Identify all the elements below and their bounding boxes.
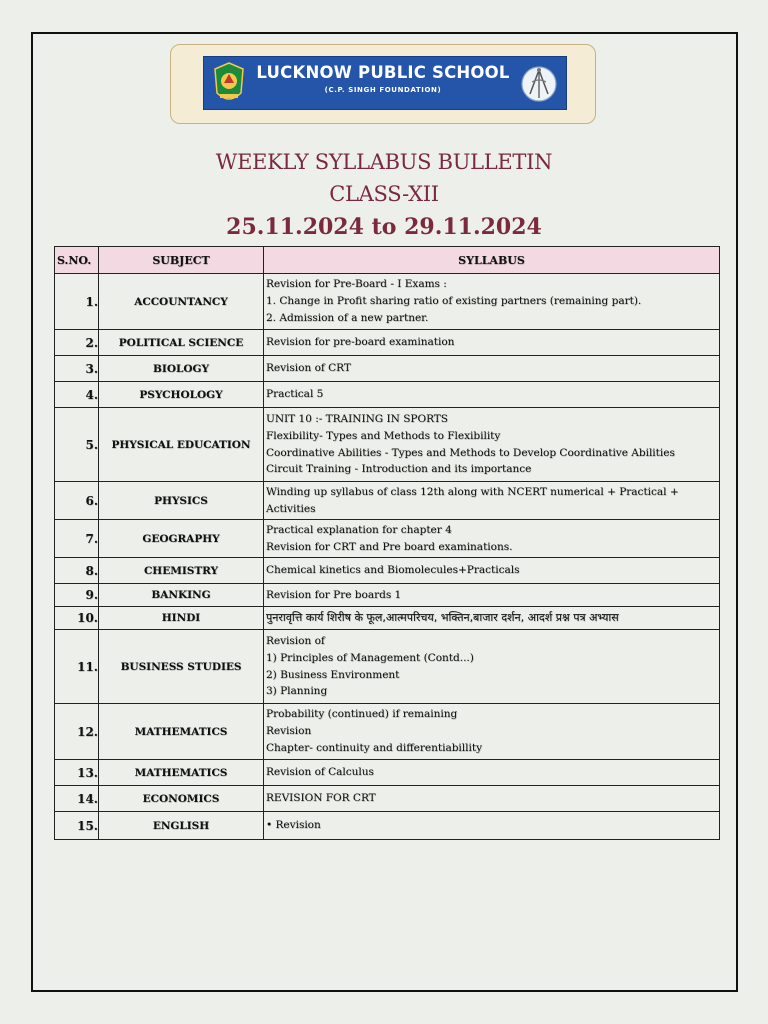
syllabus-line: Revision for Pre-Board - I Exams :	[266, 278, 447, 291]
row-subject: ECONOMICS	[99, 786, 264, 812]
row-subject: GEOGRAPHY	[99, 520, 264, 558]
row-serial-number: 14.	[55, 786, 99, 812]
syllabus-line: Coordinative Abilities - Types and Methods to Develop Coordinative Abilities	[266, 446, 675, 459]
row-serial-number: 13.	[55, 760, 99, 786]
row-subject: PHYSICS	[99, 482, 264, 520]
syllabus-line: 2. Admission of a new partner.	[266, 311, 429, 324]
row-syllabus	[264, 408, 720, 482]
row-subject: BUSINESS STUDIES	[99, 630, 264, 704]
school-name: LUCKNOW PUBLIC SCHOOL	[256, 63, 510, 82]
row-syllabus	[264, 607, 720, 630]
table-row	[55, 520, 720, 558]
syllabus-line: Revision of CRT	[266, 362, 351, 375]
row-syllabus	[264, 330, 720, 356]
row-serial-number: 8.	[55, 558, 99, 584]
row-syllabus	[264, 356, 720, 382]
row-serial-number: 15.	[55, 812, 99, 840]
table-row	[55, 558, 720, 584]
row-serial-number: 9.	[55, 584, 99, 607]
syllabus-line: Flexibility- Types and Methods to Flexibility	[266, 429, 501, 442]
row-subject: ACCOUNTANCY	[99, 274, 264, 330]
syllabus-line: Revision for Pre boards 1	[266, 588, 402, 601]
syllabus-line: Revision of	[266, 634, 325, 647]
syllabus-line: Practical explanation for chapter 4	[266, 523, 452, 536]
row-serial-number: 7.	[55, 520, 99, 558]
syllabus-line: 2) Business Environment	[266, 668, 400, 681]
table-row	[55, 408, 720, 482]
row-subject: BANKING	[99, 584, 264, 607]
syllabus-table	[54, 246, 720, 840]
syllabus-line: Winding up syllabus of class 12th along with NCERT numerical + Practical +	[266, 485, 679, 498]
row-subject: PHYSICAL EDUCATION	[99, 408, 264, 482]
row-serial-number: 6.	[55, 482, 99, 520]
syllabus-line: Revision of Calculus	[266, 766, 374, 779]
row-serial-number: 5.	[55, 408, 99, 482]
syllabus-line: • Revision	[266, 819, 321, 832]
syllabus-line: 3) Planning	[266, 685, 328, 698]
row-syllabus	[264, 482, 720, 520]
date-range: 25.11.2024 to 29.11.2024	[226, 214, 542, 240]
row-serial-number: 4.	[55, 382, 99, 408]
syllabus-line: UNIT 10 :- TRAINING IN SPORTS	[266, 412, 448, 425]
column-header-subject: SUBJECT	[99, 247, 264, 274]
foundation-emblem-icon	[520, 60, 558, 108]
table-row	[55, 330, 720, 356]
syllabus-line: 1) Principles of Management (Contd...)	[266, 651, 474, 664]
row-subject: MATHEMATICS	[99, 760, 264, 786]
row-syllabus	[264, 704, 720, 760]
row-subject: BIOLOGY	[99, 356, 264, 382]
row-syllabus	[264, 630, 720, 704]
row-subject: ENGLISH	[99, 812, 264, 840]
column-header-sno: S.NO.	[55, 247, 99, 274]
row-syllabus	[264, 520, 720, 558]
syllabus-line: Chapter- continuity and differentiabillity	[266, 741, 483, 754]
table-row	[55, 382, 720, 408]
row-serial-number: 12.	[55, 704, 99, 760]
table-header-row	[55, 247, 720, 274]
row-syllabus	[264, 558, 720, 584]
table-row	[55, 630, 720, 704]
row-syllabus	[264, 382, 720, 408]
syllabus-line: Chemical kinetics and Biomolecules+Practicals	[266, 564, 520, 577]
bulletin-title: WEEKLY SYLLABUS BULLETIN	[215, 150, 553, 174]
table-row	[55, 704, 720, 760]
syllabus-line: पुनरावृत्ति कार्य शिरीष के फूल,आत्मपरिचय, भक्तिन,बाजार दर्शन, आदर्श प्रश्न पत्र अभ्यास	[266, 610, 619, 624]
syllabus-line: 1. Change in Profit sharing ratio of existing partners (remaining part).	[266, 295, 642, 308]
syllabus-line: Revision for pre-board examination	[266, 336, 455, 349]
table-row	[55, 274, 720, 330]
row-subject: POLITICAL SCIENCE	[99, 330, 264, 356]
row-subject: PSYCHOLOGY	[99, 382, 264, 408]
table-row	[55, 584, 720, 607]
school-banner	[203, 56, 567, 110]
syllabus-line: REVISION FOR CRT	[266, 792, 376, 805]
row-serial-number: 3.	[55, 356, 99, 382]
row-serial-number: 2.	[55, 330, 99, 356]
row-syllabus	[264, 274, 720, 330]
syllabus-line: Circuit Training - Introduction and its importance	[266, 463, 532, 476]
table-row	[55, 812, 720, 840]
table-row	[55, 607, 720, 630]
row-serial-number: 10.	[55, 607, 99, 630]
syllabus-line: Probability (continued) if remaining	[266, 708, 458, 721]
table-row	[55, 356, 720, 382]
row-subject: MATHEMATICS	[99, 704, 264, 760]
syllabus-line: Revision for CRT and Pre board examinations.	[266, 540, 513, 553]
table-row	[55, 482, 720, 520]
table-row	[55, 786, 720, 812]
syllabus-line: Activities	[266, 502, 316, 515]
school-crest-icon	[212, 61, 246, 107]
table-row	[55, 760, 720, 786]
row-serial-number: 1.	[55, 274, 99, 330]
class-title: CLASS-XII	[329, 182, 439, 206]
row-serial-number: 11.	[55, 630, 99, 704]
row-syllabus	[264, 812, 720, 840]
syllabus-line: Revision	[266, 725, 312, 738]
column-header-syllabus: SYLLABUS	[264, 247, 720, 274]
row-subject: CHEMISTRY	[99, 558, 264, 584]
school-subtitle: (C.P. SINGH FOUNDATION)	[324, 86, 442, 94]
row-syllabus	[264, 760, 720, 786]
row-syllabus	[264, 584, 720, 607]
syllabus-line: Practical 5	[266, 388, 324, 401]
row-syllabus	[264, 786, 720, 812]
row-subject: HINDI	[99, 607, 264, 630]
